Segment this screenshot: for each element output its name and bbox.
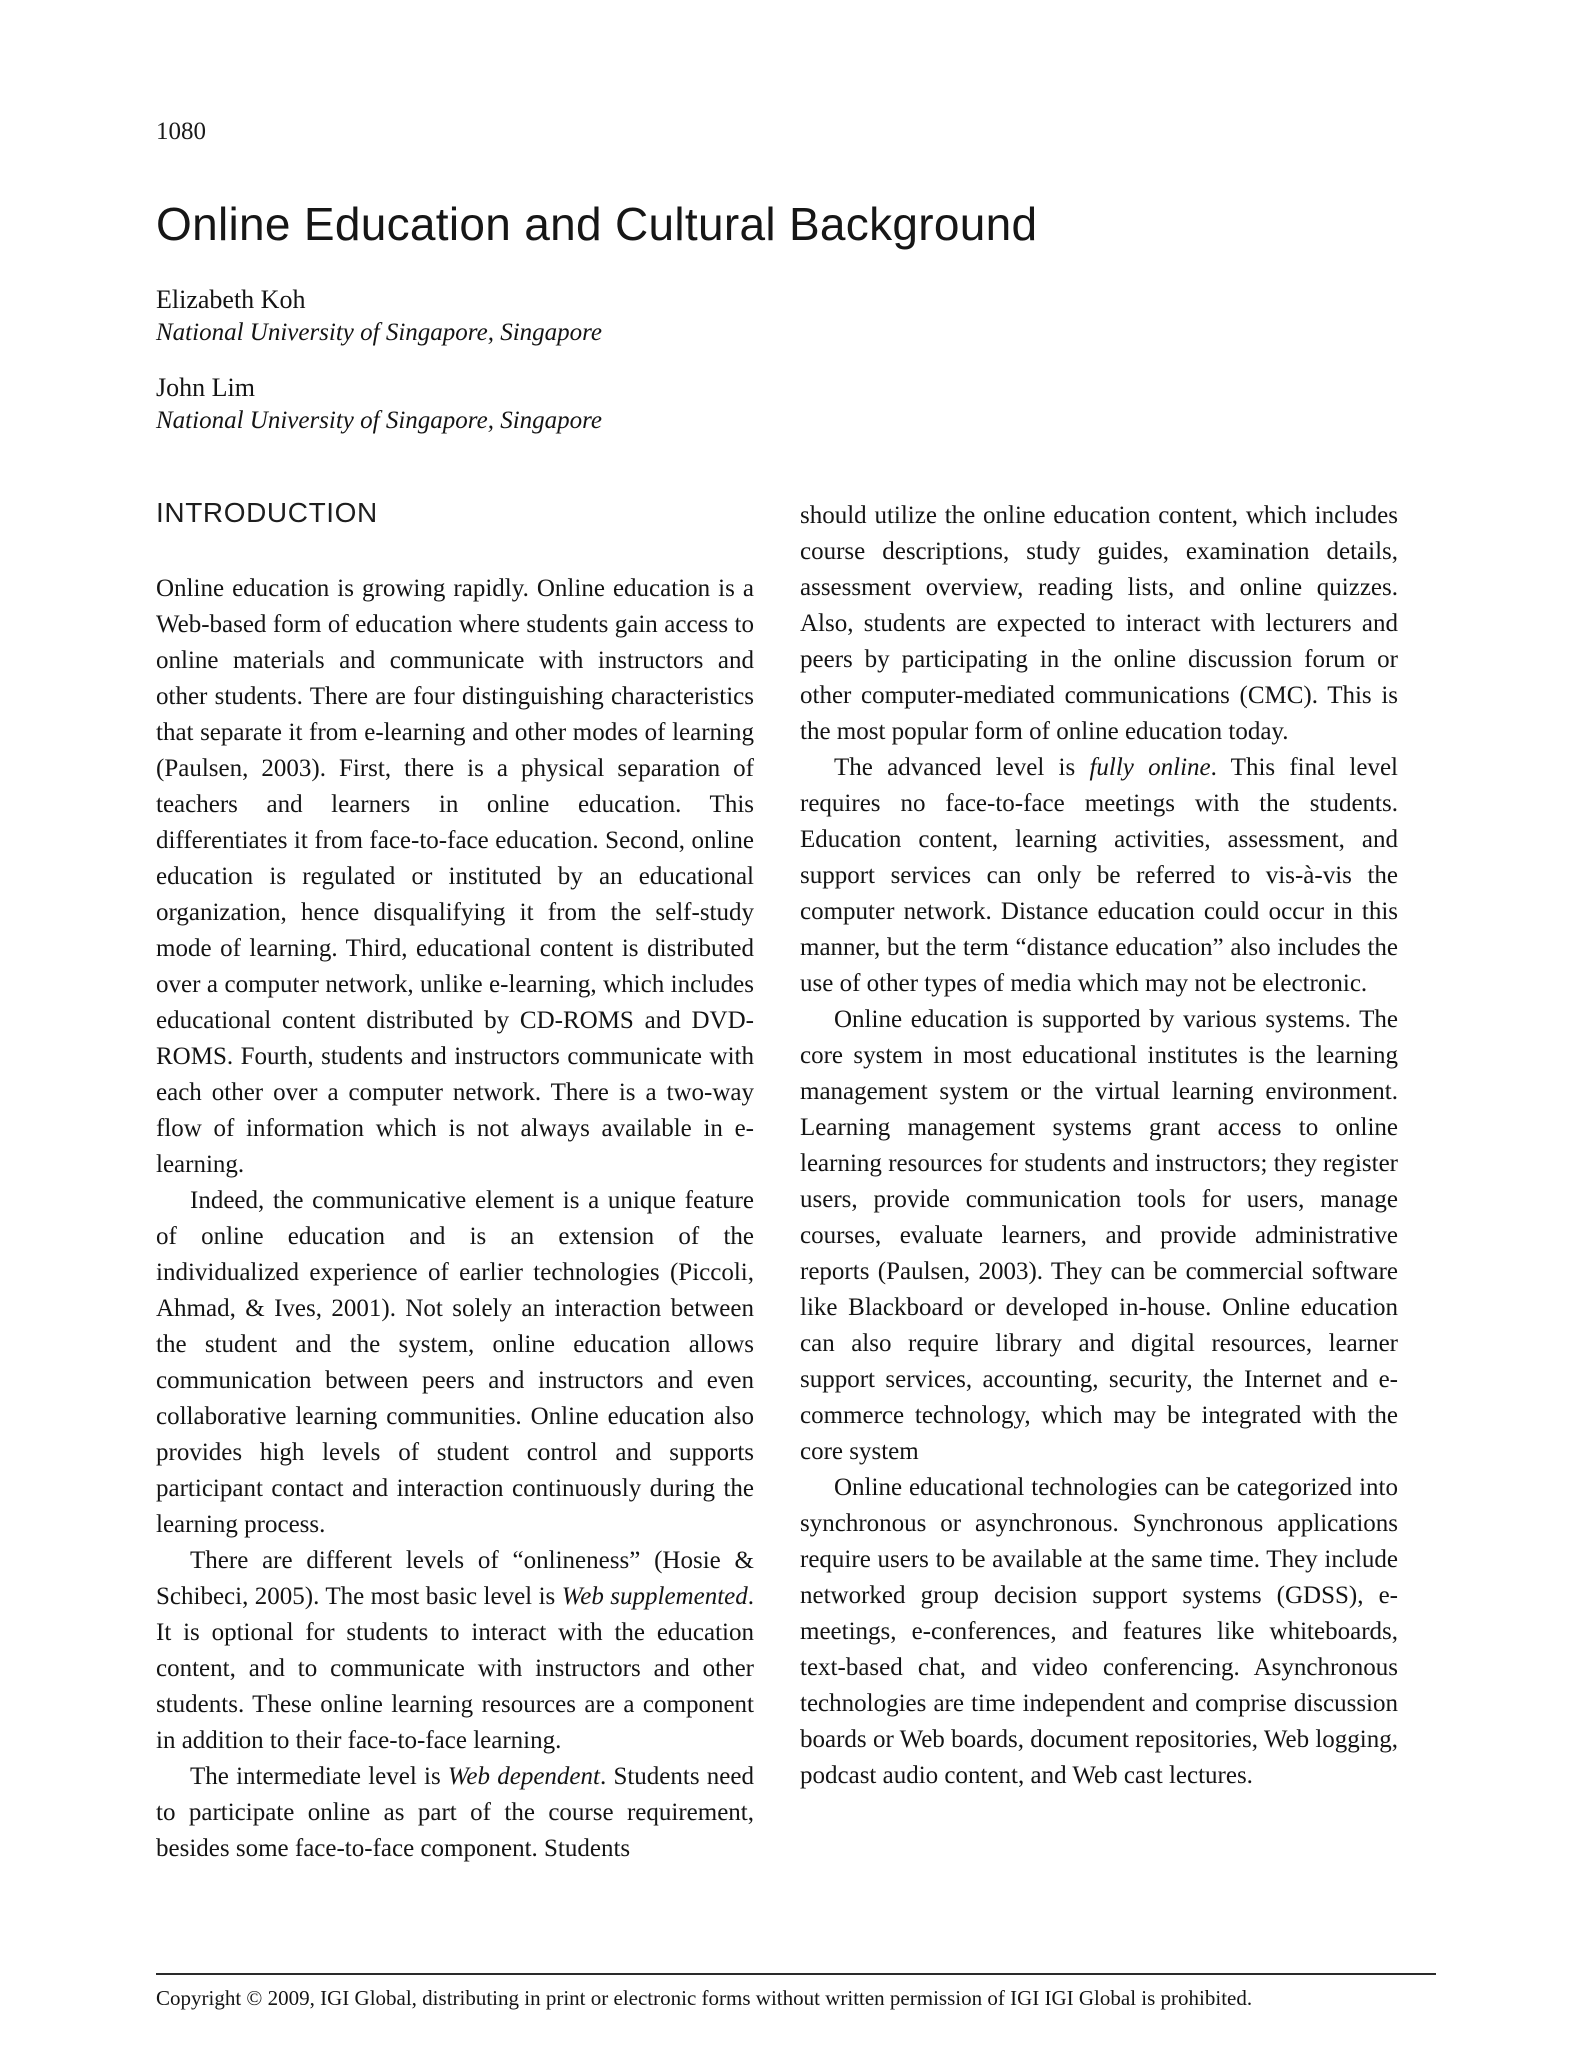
paragraph xyxy=(800,498,1398,750)
text-run: Indeed, the communicative element is a unique feature of online education and is an extension of the individualized experience of earlier technologies (Piccoli, Ahmad, & Ives, 2001). Not solely an interaction between the student and the system, online education allows communication between peers and instructors and even collaborative learning communities. Online education also provides high levels of student control and supports participant contact and interaction continuously during the learning process. xyxy=(156,1186,754,1538)
paragraph xyxy=(156,1183,754,1543)
paragraph xyxy=(800,750,1398,1002)
author-name: John Lim xyxy=(156,373,255,403)
article-title: Online Education and Cultural Background xyxy=(156,197,1038,250)
text-run: Online education is growing rapidly. Online education is a Web-based form of education where students gain access to online materials and communicate with instructors and other students. There are four distinguishing characteristics that separate it from e-learning and other modes of learning (Paulsen, 2003). First, there is a physical separation of teachers and learners in online education. This differentiates it from face-to-face education. Second, online education is regulated or instituted by an educational organization, hence disqualifying it from the self-study mode of learning. Third, educational content is distributed over a computer network, unlike e-learning, which includes educational content distributed by CD-ROMS and DVD-ROMS. Fourth, students and instructors communicate with each other over a computer network. There is a two-way flow of information which is not always available in e-learning. xyxy=(156,574,754,1178)
section-heading-introduction: INTRODUCTION xyxy=(156,496,378,528)
author-name: Elizabeth Koh xyxy=(156,285,306,315)
copyright-text: Copyright © 2009, IGI Global, distributing in print or electronic forms without written permission of IGI IGI Global is prohibited. xyxy=(156,1985,1253,2010)
text-run: Online education is supported by various systems. The core system in most educational institutes is the learning management system or the virtual learning environment. Learning management systems grant access to online learning resources for students and instructors; they register users, provide communication tools for users, manage courses, evaluate learners, and provide administrative reports (Paulsen, 2003). They can be commercial software like Blackboard or developed in-house. Online education can also require library and digital resources, learner support services, accounting, security, the Internet and e-commerce technology, which may be integrated with the core system xyxy=(800,1005,1398,1465)
right-column-text xyxy=(800,498,1398,1794)
copyright-footer xyxy=(156,1973,1436,2012)
author-affiliation: National University of Singapore, Singapore xyxy=(156,318,603,346)
paragraph xyxy=(156,1759,754,1867)
italic-text-run: fully online xyxy=(1089,753,1211,781)
two-column-body xyxy=(156,498,1436,1867)
text-run: The intermediate level is xyxy=(190,1762,448,1790)
paragraph xyxy=(800,1470,1398,1794)
text-run: should utilize the online education content, which includes course descriptions, study guides, examination details, assessment overview, reading lists, and online quizzes. Also, students are expected to interact with lecturers and peers by participating in the online discussion forum or other computer-mediated communications (CMC). This is the most popular form of online education today. xyxy=(800,501,1398,745)
text-run: Online educational technologies can be categorized into synchronous or asynchronous. Synchronous applications require users to be available at the same time. They include networked group decision support systems (GDSS), e-meetings, e-conferences, and features like whiteboards, text-based chat, and video conferencing. Asynchronous technologies are time independent and comprise discussion boards or Web boards, document repositories, Web logging, podcast audio content, and Web cast lectures. xyxy=(800,1473,1398,1789)
page-number: 1080 xyxy=(156,118,206,145)
text-run: The advanced level is xyxy=(834,753,1090,781)
left-column-text xyxy=(156,571,754,1867)
right-column xyxy=(800,498,1398,1867)
author-entry xyxy=(156,372,1436,436)
author-block xyxy=(156,284,1436,436)
text-run: There are different levels of “onlineness” (Hosie & Schibeci, 2005). The most basic level is xyxy=(156,1546,754,1610)
paragraph xyxy=(800,1002,1398,1470)
author-entry xyxy=(156,284,1436,348)
italic-text-run: Web dependent xyxy=(447,1762,600,1790)
footer-divider xyxy=(156,1973,1436,1975)
paragraph xyxy=(156,1543,754,1759)
paragraph xyxy=(156,571,754,1183)
italic-text-run: Web supplemented xyxy=(561,1582,748,1610)
author-affiliation: National University of Singapore, Singapore xyxy=(156,406,603,434)
left-column xyxy=(156,498,754,1867)
text-run: . This final level requires no face-to-face meetings with the students. Education content, learning activities, assessment, and support services can only be referred to vis-à-vis the computer network. Distance education could occur in this manner, but the term “distance education” also includes the use of other types of media which may not be electronic. xyxy=(800,753,1398,997)
text-run: . Students need to participate online as part of the course requirement, besides some face-to-face component. Students xyxy=(156,1762,754,1862)
text-run: . It is optional for students to interact with the education content, and to communicate with instructors and other students. These online learning resources are a component in addition to their face-to-face learning. xyxy=(156,1582,754,1754)
